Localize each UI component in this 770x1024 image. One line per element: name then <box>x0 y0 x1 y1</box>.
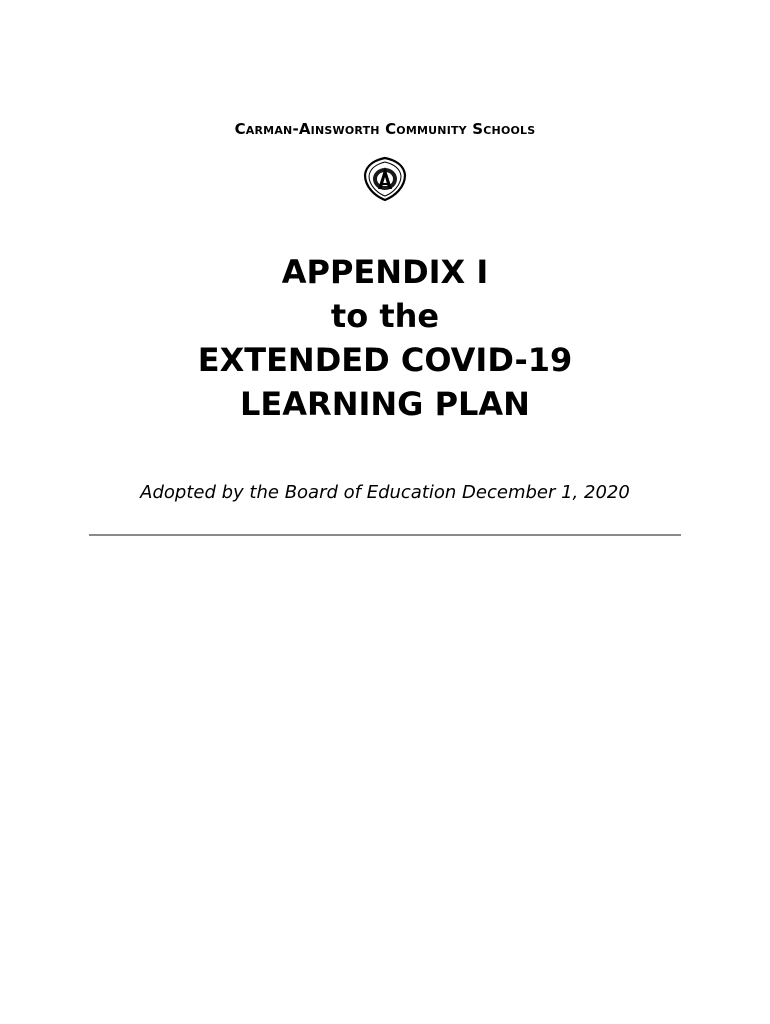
title-line-4: LEARNING PLAN <box>240 385 530 423</box>
school-crest-logo-icon <box>361 155 409 203</box>
title-line-3: EXTENDED COVID-19 <box>197 341 573 379</box>
title-line-2: to the <box>330 297 440 335</box>
district-name: Carman-Ainsworth Community Schools <box>234 120 536 138</box>
horizontal-divider <box>89 534 681 536</box>
document-title <box>0 250 770 426</box>
title-line-1: APPENDIX I <box>281 253 489 291</box>
adoption-note: Adopted by the Board of Education December 1, 2020 <box>140 482 630 503</box>
